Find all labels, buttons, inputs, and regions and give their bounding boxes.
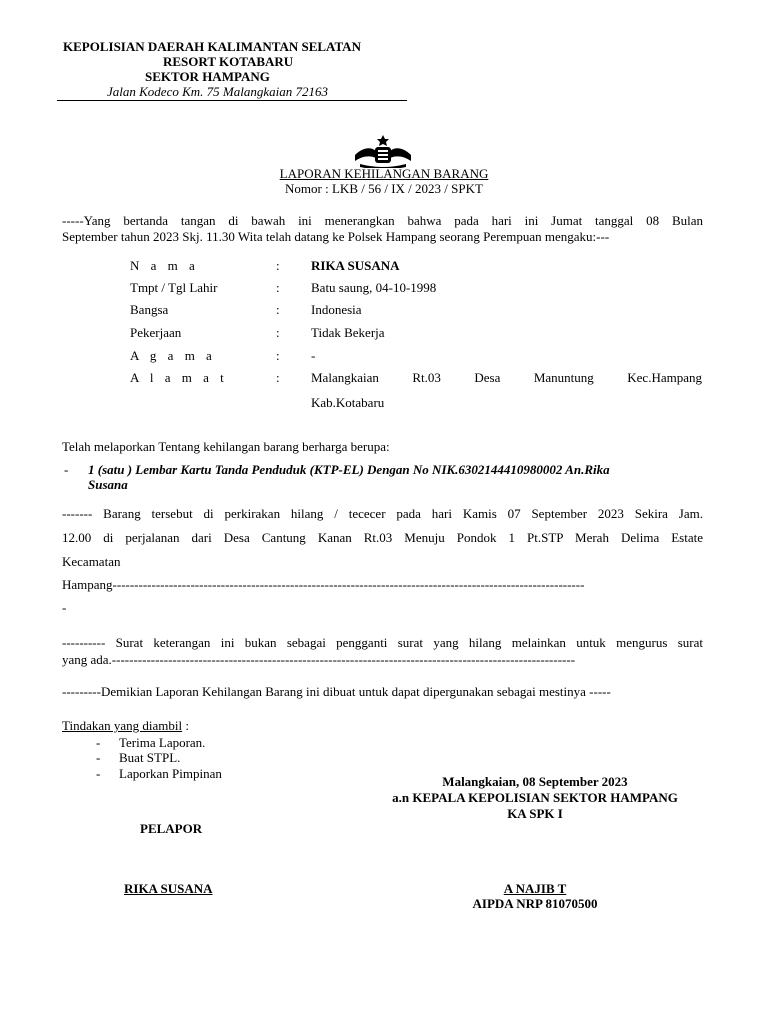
- intro-line-1: -----Yang bertanda tangan di bawah ini menerangkan bahwa pada hari ini Jumat tanggal 08 Bulan: [62, 213, 703, 228]
- field-colon: :: [276, 258, 280, 273]
- field-colon: :: [276, 370, 280, 385]
- field-label-religion: A g a m a: [130, 348, 216, 363]
- item-bullet: -: [64, 462, 69, 477]
- header-address: Jalan Kodeco Km. 75 Malangkaian 72163: [107, 84, 328, 99]
- field-label-occupation: Pekerjaan: [130, 325, 182, 340]
- header-rule: [57, 100, 407, 101]
- signature-place-date: Malangkaian, 08 September 2023: [442, 774, 628, 789]
- note-line-1: ---------- Surat keterangan ini bukan sebagai pengganti surat yang hilang melainkan untuk mengurus surat: [62, 635, 703, 650]
- officer-name: A NAJIB T: [503, 881, 567, 896]
- item-line-1: 1 (satu ) Lembar Kartu Tanda Penduduk (KTP-EL) Dengan No NIK.6302144410980002 An.Rika: [88, 462, 610, 477]
- action-bullet: -: [96, 750, 101, 765]
- action-bullet: -: [96, 735, 101, 750]
- action-item: Buat STPL.: [119, 750, 181, 765]
- note-line-2: yang ada.-----------------------------------------------------------------------------------------------------------: [62, 652, 576, 667]
- document-number: Nomor : LKB / 56 / IX / 2023 / SPKT: [285, 181, 483, 196]
- loss-line-5: -: [62, 600, 67, 615]
- field-label-birth: Tmpt / Tgl Lahir: [130, 280, 218, 295]
- field-value-name: RIKA SUSANA: [311, 258, 400, 273]
- field-label-address: A l a m a t: [130, 370, 228, 385]
- document-title: LAPORAN KEHILANGAN BARANG: [279, 166, 489, 181]
- closing-statement: ---------Demikian Laporan Kehilangan Barang ini dibuat untuk dapat dipergunakan sebagai mestinya -----: [62, 684, 611, 699]
- field-label-nationality: Bangsa: [130, 302, 169, 317]
- action-item: Laporkan Pimpinan: [119, 766, 222, 781]
- header-institution: KEPOLISIAN DAERAH KALIMANTAN SELATAN: [63, 39, 361, 54]
- field-label-name: N a m a: [130, 258, 199, 273]
- field-colon: :: [276, 302, 280, 317]
- signature-position: KA SPK I: [507, 806, 563, 821]
- header-resort: RESORT KOTABARU: [163, 54, 294, 69]
- field-colon: :: [276, 348, 280, 363]
- field-value-nationality: Indonesia: [311, 302, 362, 317]
- loss-line-3: Kecamatan: [62, 554, 121, 569]
- signature-on-behalf: a.n KEPALA KEPOLISIAN SEKTOR HAMPANG: [392, 790, 678, 805]
- action-bullet: -: [96, 766, 101, 781]
- actions-colon: :: [182, 718, 189, 733]
- header-sector: SEKTOR HAMPANG: [145, 69, 270, 84]
- field-value-address-line-1: Malangkaian Rt.03 Desa Manuntung Kec.Hampang: [311, 370, 702, 385]
- loss-line-4: Hampang-------------------------------------------------------------------------------------------------------------: [62, 577, 585, 592]
- item-line-2: Susana: [88, 477, 128, 492]
- loss-line-2: 12.00 di perjalanan dari Desa Cantung Kanan Rt.03 Menuju Pondok 1 Pt.STP Merah Delima Estate: [62, 530, 703, 545]
- officer-rank: AIPDA NRP 81070500: [472, 896, 598, 911]
- actions-title: Tindakan yang diambil: [62, 718, 183, 733]
- field-value-religion: -: [311, 348, 316, 363]
- reporter-label: PELAPOR: [140, 821, 203, 836]
- field-value-birth: Batu saung, 04-10-1998: [311, 280, 437, 295]
- intro-line-2: September tahun 2023 Skj. 11.30 Wita telah datang ke Polsek Hampang seorang Perempuan mengaku:---: [62, 229, 610, 244]
- field-colon: :: [276, 280, 280, 295]
- loss-line-1: ------- Barang tersebut di perkirakan hilang / tececer pada hari Kamis 07 September 2023 Sekira Jam.: [62, 506, 703, 521]
- police-emblem-icon: [352, 134, 414, 168]
- field-value-occupation: Tidak Bekerja: [311, 325, 385, 340]
- field-value-address-line-2: Kab.Kotabaru: [311, 395, 385, 410]
- actions-heading: [62, 717, 189, 734]
- action-item: Terima Laporan.: [119, 735, 206, 750]
- field-colon: :: [276, 325, 280, 340]
- reporter-name: RIKA SUSANA: [124, 881, 213, 896]
- report-intro: Telah melaporkan Tentang kehilangan barang berharga berupa:: [62, 439, 390, 454]
